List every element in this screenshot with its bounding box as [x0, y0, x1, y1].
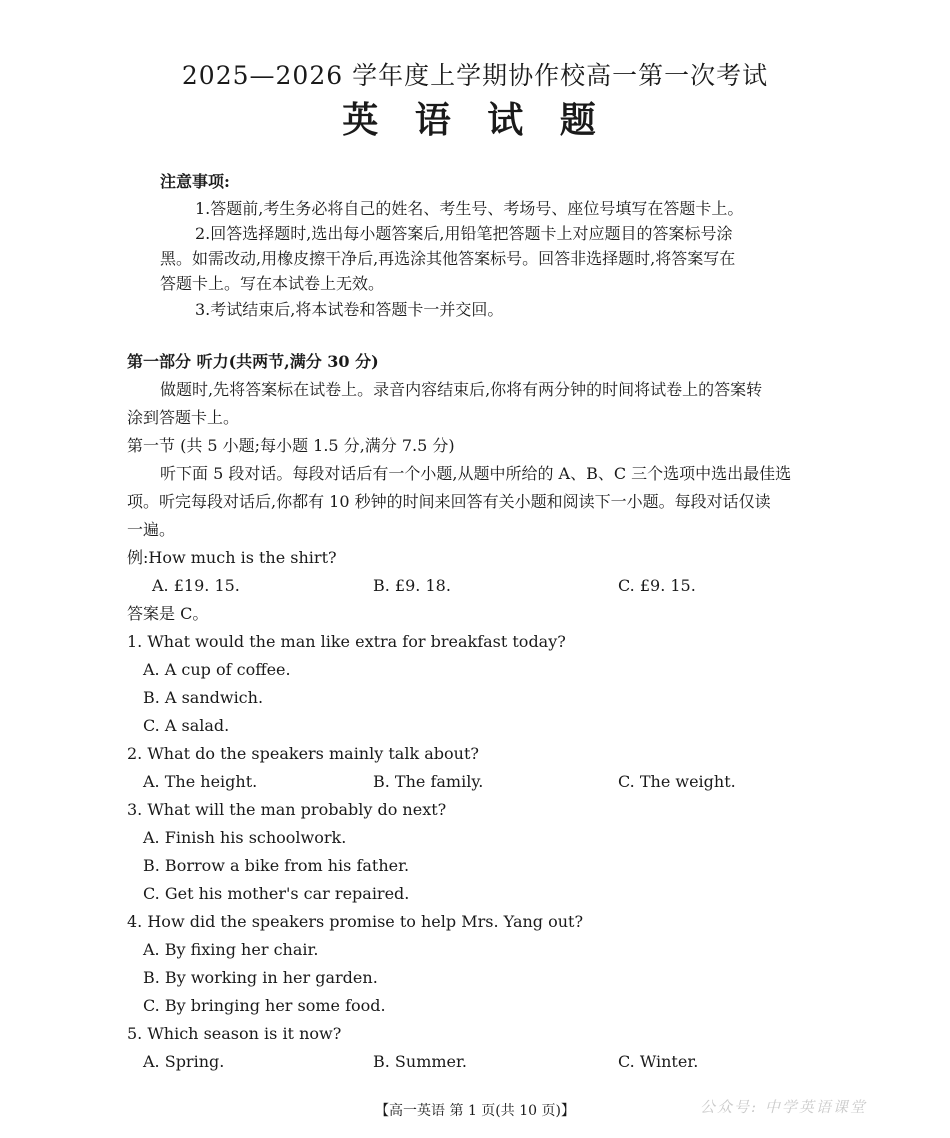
- section1-instructions-line-3: 一遍。: [127, 520, 176, 539]
- question-4-option-c: C. By bringing her some food.: [143, 996, 386, 1015]
- example-option-b: B. £9. 18.: [373, 576, 451, 595]
- part1-heading: 第一部分 听力(共两节,满分 30 分): [127, 352, 379, 371]
- question-3-option-c: C. Get his mother's car repaired.: [143, 884, 410, 903]
- notice-item-3: 3.考试结束后,将本试卷和答题卡一并交回。: [195, 300, 504, 319]
- section1-heading: 第一节 (共 5 小题;每小题 1.5 分,满分 7.5 分): [127, 436, 455, 455]
- notice-item-2-line-3: 答题卡上。写在本试卷上无效。: [160, 274, 385, 293]
- question-5-option-a: A. Spring.: [143, 1052, 225, 1071]
- question-1-option-a: A. A cup of coffee.: [143, 660, 291, 679]
- question-2-option-a: A. The height.: [143, 772, 258, 791]
- question-5-option-c: C. Winter.: [618, 1052, 699, 1071]
- section1-instructions-line-2: 项。听完每段对话后,你都有 10 秒钟的时间来回答有关小题和阅读下一小题。每段对话仅读: [127, 492, 771, 511]
- question-1-option-c: C. A salad.: [143, 716, 230, 735]
- question-3-option-a: A. Finish his schoolwork.: [143, 828, 347, 847]
- question-3-option-b: B. Borrow a bike from his father.: [143, 856, 410, 875]
- question-4: 4. How did the speakers promise to help Mrs. Yang out?: [127, 912, 584, 931]
- notice-item-2-line-1: 2.回答选择题时,选出每小题答案后,用铅笔把答题卡上对应题目的答案标号涂: [195, 224, 733, 243]
- question-3: 3. What will the man probably do next?: [127, 800, 447, 819]
- example-question: 例:How much is the shirt?: [127, 548, 337, 567]
- question-2: 2. What do the speakers mainly talk about?: [127, 744, 479, 763]
- question-2-option-b: B. The family.: [373, 772, 484, 791]
- section1-instructions-line-1: 听下面 5 段对话。每段对话后有一个小题,从题中所给的 A、B、C 三个选项中选出最佳选: [160, 464, 792, 483]
- subject-title: 英 语 试 题: [342, 99, 608, 141]
- notice-item-1: 1.答题前,考生务必将自己的姓名、考生号、考场号、座位号填写在答题卡上。: [195, 199, 744, 218]
- example-answer: 答案是 C。: [127, 604, 209, 623]
- notice-heading: 注意事项:: [160, 172, 230, 191]
- question-4-option-b: B. By working in her garden.: [143, 968, 378, 987]
- question-5: 5. Which season is it now?: [127, 1024, 342, 1043]
- example-option-a: A. £19. 15.: [152, 576, 240, 595]
- question-2-option-c: C. The weight.: [618, 772, 736, 791]
- question-1-option-b: B. A sandwich.: [143, 688, 264, 707]
- question-1: 1. What would the man like extra for breakfast today?: [127, 632, 566, 651]
- question-5-option-b: B. Summer.: [373, 1052, 467, 1071]
- part1-intro-line-2: 涂到答题卡上。: [127, 408, 240, 427]
- exam-title: 2025—2026 学年度上学期协作校高一第一次考试: [181, 61, 769, 90]
- notice-item-2-line-2: 黑。如需改动,用橡皮擦干净后,再选涂其他答案标号。回答非选择题时,将答案写在: [160, 249, 736, 268]
- page-footer: 【高一英语 第 1 页(共 10 页)】: [375, 1103, 575, 1119]
- example-option-c: C. £9. 15.: [618, 576, 696, 595]
- part1-intro-line-1: 做题时,先将答案标在试卷上。录音内容结束后,你将有两分钟的时间将试卷上的答案转: [160, 380, 763, 399]
- question-4-option-a: A. By fixing her chair.: [143, 940, 319, 959]
- watermark: 公众号: 中学英语课堂: [700, 1098, 867, 1116]
